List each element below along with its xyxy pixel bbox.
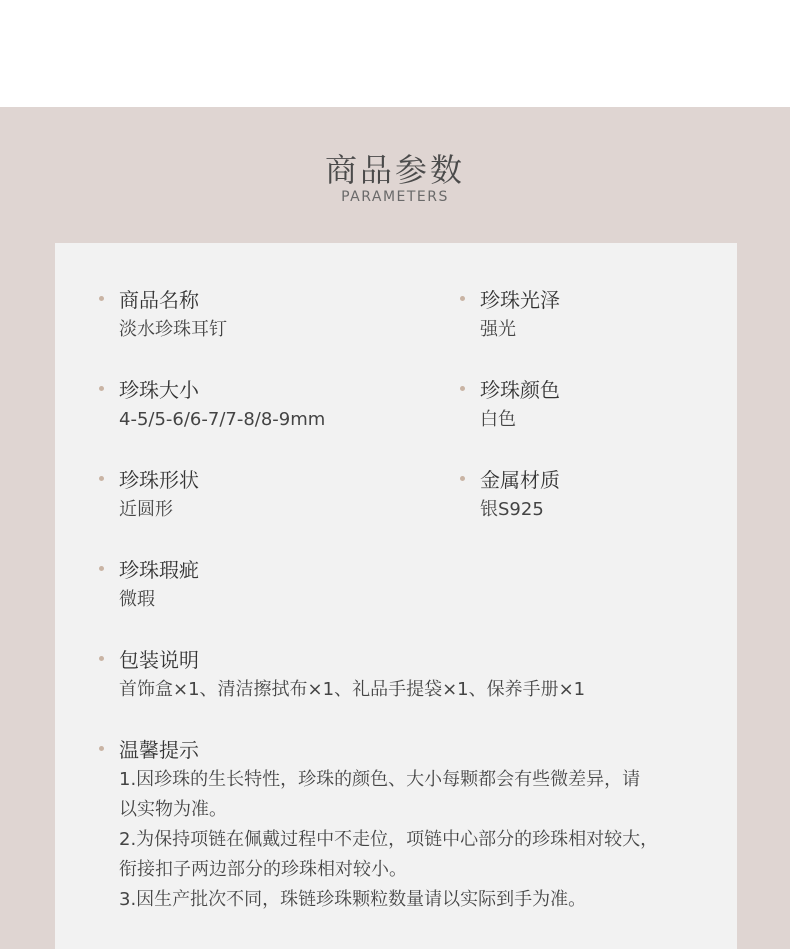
bullet-icon (460, 476, 465, 481)
param-pearl-size (119, 377, 325, 435)
param-value: 近圆形 (119, 499, 173, 520)
param-tips (119, 737, 719, 915)
bullet-icon (460, 386, 465, 391)
param-value: 微瑕 (119, 589, 155, 610)
param-value: 强光 (480, 319, 516, 340)
section-subtitle: PARAMETERS (341, 189, 449, 205)
bullet-icon (99, 386, 104, 391)
param-label: 珍珠瑕疵 (119, 558, 199, 582)
param-package (119, 647, 585, 705)
bullet-icon (99, 656, 104, 661)
param-label: 包装说明 (119, 648, 199, 672)
param-label: 温馨提示 (119, 738, 199, 762)
param-pearl-flaw (119, 557, 199, 615)
param-pearl-color (480, 377, 560, 435)
section-title: 商品参数 (324, 151, 465, 189)
bullet-icon (99, 566, 104, 571)
bullet-icon (99, 296, 104, 301)
param-label: 珍珠大小 (119, 378, 199, 402)
param-metal-material (480, 467, 560, 525)
param-label: 珍珠颜色 (480, 378, 560, 402)
bullet-icon (99, 476, 104, 481)
param-value: 白色 (480, 409, 516, 430)
param-value: 银S925 (480, 499, 544, 520)
bullet-icon (460, 296, 465, 301)
tips-line: 1.因珍珠的生长特性，珍珠的颜色、大小每颗都会有些微差异，请 (119, 769, 641, 790)
param-label: 珍珠形状 (119, 468, 199, 492)
tips-line: 2.为保持项链在佩戴过程中不走位，项链中心部分的珍珠相对较大， (119, 829, 659, 850)
param-value: 淡水珍珠耳钉 (119, 319, 227, 340)
param-label: 商品名称 (119, 288, 199, 312)
tips-line: 以实物为准。 (119, 799, 227, 820)
param-value: 首饰盒×1、清洁擦拭布×1、礼品手提袋×1、保养手册×1 (119, 679, 586, 700)
param-label: 金属材质 (480, 468, 560, 492)
param-label: 珍珠光泽 (480, 288, 560, 312)
param-value: 4-5/5-6/6-7/7-8/8-9mm (119, 409, 326, 430)
bullet-icon (99, 746, 104, 751)
param-pearl-luster (480, 287, 560, 345)
parameters-section (0, 107, 790, 949)
tips-line: 3.因生产批次不同，珠链珍珠颗粒数量请以实际到手为准。 (119, 889, 587, 910)
param-product-name (119, 287, 227, 345)
parameters-card (55, 243, 737, 949)
tips-text (119, 765, 719, 915)
param-pearl-shape (119, 467, 199, 525)
top-blank-area (0, 0, 790, 107)
tips-line: 衔接扣子两边部分的珍珠相对较小。 (119, 859, 407, 880)
